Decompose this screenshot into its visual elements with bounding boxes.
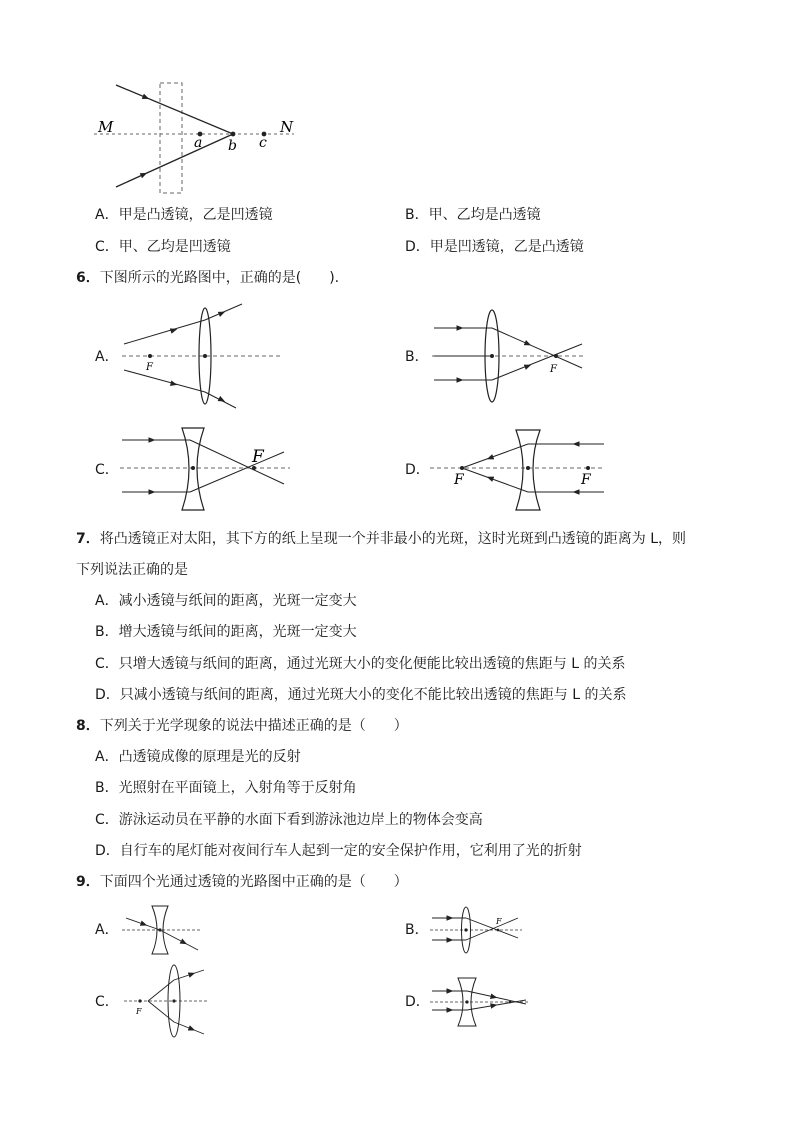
q6-diagram-a	[118, 300, 288, 412]
label-c: c	[259, 135, 267, 151]
q9-label-c: C．	[95, 994, 119, 1010]
q9-diagram-d	[428, 976, 530, 1028]
q6-diagram-b	[430, 306, 590, 406]
q7-option-b: B．增大透镜与纸间的距离，光斑一定变大	[95, 624, 357, 640]
lower-incident-ray	[116, 134, 233, 187]
q9-diagram-c	[122, 962, 210, 1040]
q6-stem	[76, 269, 339, 287]
q5-option-b: B．甲、乙均是凸透镜	[405, 207, 541, 223]
q7-option-d: D．只减小透镜与纸间的距离，通过光斑大小的变化不能比较出透镜的焦距与 L 的关系	[95, 687, 627, 703]
q9-label-a: A．	[95, 922, 119, 938]
q6-stem-text: 下图所示的光路图中，正确的是( ).	[99, 270, 340, 286]
q9-stem-text: 下面四个光通过透镜的光路图中正确的是（ ）	[99, 874, 408, 890]
q6-label-c: C．	[95, 462, 119, 478]
q7-number: 7．	[76, 531, 100, 547]
label-a: a	[194, 135, 203, 151]
q6-label-a: A．	[95, 349, 119, 365]
q8-option-d: D．自行车的尾灯能对夜间行车人起到一定的安全保护作用，它利用了光的折射	[95, 843, 582, 859]
label-m: M	[98, 118, 114, 136]
focus-label-right: F	[581, 472, 591, 488]
q6-number: 6．	[76, 270, 100, 286]
q9-label-d: D．	[405, 994, 430, 1010]
q5-option-a: A．甲是凸透镜，乙是凹透镜	[95, 207, 273, 223]
q9-label-b: B．	[405, 922, 429, 938]
q8-option-c: C．游泳运动员在平静的水面下看到游泳池边岸上的物体会变高	[95, 812, 483, 828]
point-b	[231, 132, 236, 137]
focus-label: F	[252, 447, 264, 467]
focus-label: F	[146, 362, 153, 373]
q9-diagram-b	[428, 904, 524, 956]
q9-number: 9．	[76, 874, 100, 890]
q6-diagram-d	[428, 424, 608, 520]
hidden-lens-box	[160, 83, 182, 193]
focus-label: F	[550, 364, 557, 375]
q7-option-a: A．减小透镜与纸间的距离，光斑一定变大	[95, 593, 357, 609]
q8-stem	[76, 717, 408, 735]
q8-option-a: A．凸透镜成像的原理是光的反射	[95, 749, 301, 765]
q7-stem-line1	[76, 530, 686, 548]
q7-stem-line2: 下列说法正确的是	[76, 562, 188, 578]
q9-diagram-a	[120, 904, 204, 956]
q9-stem	[76, 873, 408, 891]
focus-label: F	[496, 917, 502, 926]
label-b: b	[228, 138, 237, 154]
q6-diagram-c	[118, 420, 294, 520]
q5-option-c: C．甲、乙均是凹透镜	[95, 239, 231, 255]
q5-light-path-diagram	[88, 76, 308, 200]
focus-label-left: F	[454, 472, 464, 488]
q8-number: 8．	[76, 718, 100, 734]
q6-label-d: D．	[405, 462, 430, 478]
q7-option-c: C．只增大透镜与纸间的距离，通过光斑大小的变化便能比较出透镜的焦距与 L 的关系	[95, 656, 626, 672]
q8-option-b: B．光照射在平面镜上，入射角等于反射角	[95, 780, 357, 796]
upper-incident-ray	[116, 85, 233, 134]
focus-label: F	[136, 1007, 142, 1016]
label-n: N	[280, 118, 294, 136]
q8-stem-text: 下列关于光学现象的说法中描述正确的是（ ）	[99, 718, 408, 734]
q7-stem-text: 将凸透镜正对太阳，其下方的纸上呈现一个并非最小的光斑，这时光斑到凸透镜的距离为 L，则	[99, 531, 686, 547]
q5-option-d: D．甲是凹透镜，乙是凸透镜	[405, 239, 584, 255]
q6-label-b: B．	[405, 349, 429, 365]
